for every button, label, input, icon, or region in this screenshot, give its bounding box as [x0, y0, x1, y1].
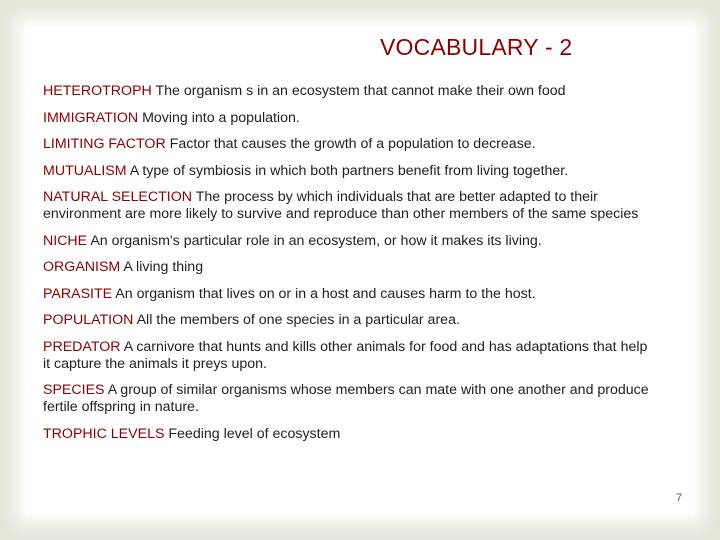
page-number: 7 — [676, 492, 683, 504]
vocabulary-term: ORGANISM — [43, 259, 121, 275]
vocabulary-entry — [43, 83, 658, 100]
vocabulary-term: IMMIGRATION — [43, 109, 139, 126]
vocabulary-definition: A type of symbiosis in which both partners benefit from living together. — [129, 162, 569, 179]
vocabulary-definition: All the members of one species in a particular area. — [136, 312, 460, 328]
vocabulary-term: PREDATOR — [43, 338, 121, 355]
vocabulary-term: HETEROTROPH — [43, 83, 152, 99]
vocabulary-list — [43, 83, 658, 452]
vocabulary-entry — [43, 163, 658, 180]
vocabulary-entry — [43, 259, 658, 276]
vocabulary-entry — [43, 382, 658, 416]
vocabulary-term: LIMITING FACTOR — [43, 136, 166, 152]
vocabulary-entry — [43, 312, 658, 329]
vocabulary-definition: A living thing — [123, 259, 204, 275]
vocabulary-entry — [43, 110, 658, 127]
vocabulary-term: TROPHIC LEVELS — [43, 425, 165, 442]
vocabulary-definition: An organism that lives on or in a host and causes harm to the host. — [115, 285, 536, 302]
vocabulary-term: PARASITE — [43, 285, 113, 302]
vocabulary-entry — [43, 286, 658, 303]
vocabulary-entry — [43, 339, 658, 373]
vocabulary-definition: A carnivore that hunts and kills other animals for food and has adaptations that help it capture the animals it preys upon. — [43, 338, 648, 372]
vocabulary-definition: Moving into a population. — [142, 109, 300, 126]
vocabulary-term: SPECIES — [43, 382, 105, 398]
vocabulary-term: POPULATION — [43, 312, 134, 328]
vocabulary-term: NICHE — [43, 232, 88, 249]
vocabulary-entry — [43, 136, 658, 153]
vocabulary-term: NATURAL SELECTION — [43, 189, 192, 205]
vocabulary-definition: An organism's particular role in an ecosystem, or how it makes its living. — [90, 232, 542, 249]
vocabulary-term: MUTUALISM — [43, 162, 127, 179]
vocabulary-definition: A group of similar organisms whose members can mate with one another and produce fertile offspring in nature. — [43, 382, 649, 415]
vocabulary-definition: Factor that causes the growth of a population to decrease. — [169, 136, 536, 152]
vocabulary-definition: Feeding level of ecosystem — [168, 425, 341, 442]
vocabulary-definition: The process by which individuals that are better adapted to their environment are more likely to survive and reproduce than other members of the same species — [43, 189, 639, 222]
vocabulary-definition: The organism s in an ecosystem that cannot make their own food — [155, 83, 566, 99]
vocabulary-entry — [43, 233, 658, 250]
vocabulary-entry — [43, 426, 658, 443]
vocabulary-entry — [43, 189, 658, 223]
slide-title: VOCABULARY - 2 — [380, 34, 573, 60]
